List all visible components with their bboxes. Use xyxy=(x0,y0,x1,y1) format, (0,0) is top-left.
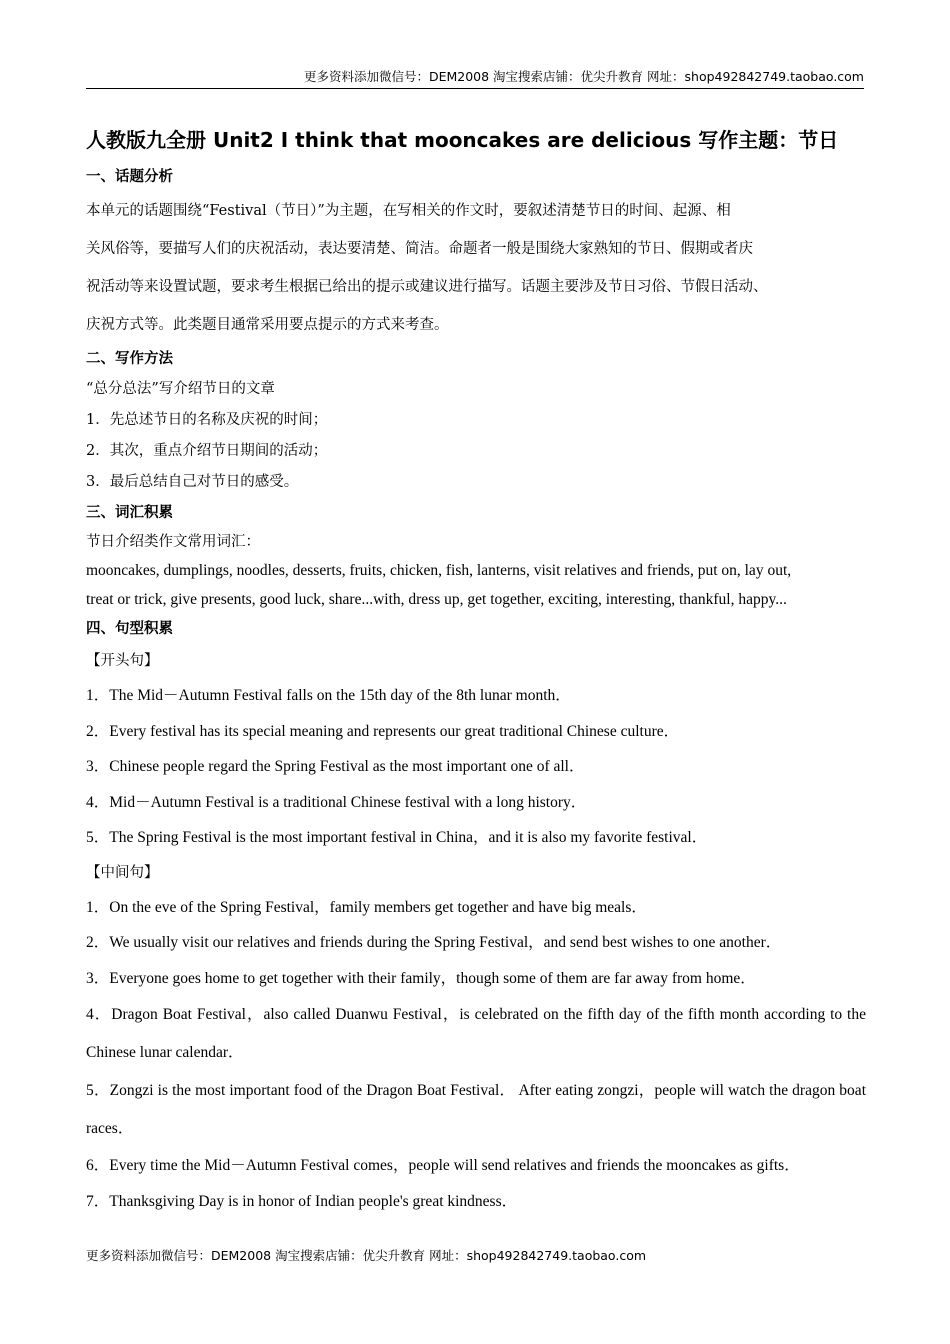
opening-sentence: 1．The Mid－Autumn Festival falls on the 15th day of the 8th lunar month． xyxy=(86,687,571,704)
middle-sentence: 2．We usually visit our relatives and friends during the Spring Festival，and send best wishes to one another． xyxy=(86,934,782,951)
page-footer xyxy=(86,1246,646,1266)
document-body xyxy=(86,122,866,1219)
middle-sentence: 1．On the eve of the Spring Festival，family members get together and have big meals． xyxy=(86,898,647,916)
method-step: 2．其次，重点介绍节日期间的活动； xyxy=(86,443,328,459)
middle-sentence: 7．Thanksgiving Day is in honor of Indian people's great kindness． xyxy=(86,1192,518,1210)
footer-text: 更多资料添加微信号：DEM2008 淘宝搜索店铺：优尖升教育 网址：shop492842749.taobao.com xyxy=(86,1248,647,1263)
middle-sentence: 3．Everyone goes home to get together with their family，though some of them are far away from home． xyxy=(86,969,756,987)
paragraph-line: 祝活动等来设置试题，要求考生根据已给出的提示或建议进行描写。话题主要涉及节日习俗、节假日活动、 xyxy=(86,279,768,295)
section-sentence-patterns xyxy=(86,614,866,1219)
method-step: 3．最后总结自己对节日的感受。 xyxy=(86,474,299,490)
middle-sentence: 4．Dragon Boat Festival，also called Duanwu Festival，is celebrated on the fifth day of the fifth month according to the Chinese lunar calendar． xyxy=(86,1006,866,1061)
middle-sentences-label: 【中间句】 xyxy=(86,864,159,881)
paragraph-line: 庆祝方式等。此类题目通常采用要点提示的方式来考查。 xyxy=(86,317,449,333)
section-heading: 三、词汇积累 xyxy=(86,505,173,521)
opening-sentence: 2．Every festival has its special meaning and represents our great traditional Chinese culture． xyxy=(86,722,680,740)
section-writing-method xyxy=(86,344,866,498)
section-vocabulary xyxy=(86,498,866,614)
header-text: 更多资料添加微信号：DEM2008 淘宝搜索店铺：优尖升教育 网址：shop492842749.taobao.com xyxy=(303,69,864,84)
vocab-intro: 节日介绍类作文常用词汇： xyxy=(86,534,260,550)
section-heading: 四、句型积累 xyxy=(86,621,173,637)
section-topic-analysis xyxy=(86,162,866,344)
middle-sentence: 5．Zongzi is the most important food of the Dragon Boat Festival． After eating zongzi，people will watch the dragon boat races． xyxy=(86,1082,866,1137)
vocab-line: mooncakes, dumplings, noodles, desserts, fruits, chicken, fish, lanterns, visit relatives and friends, put on, lay out, xyxy=(86,562,792,579)
opening-sentences-label: 【开头句】 xyxy=(86,653,159,669)
document-title: 人教版九全册 Unit2 I think that mooncakes are delicious 写作主题：节日 xyxy=(86,128,839,152)
method-step: 1．先总述节日的名称及庆祝的时间； xyxy=(86,412,328,428)
page-header xyxy=(86,66,864,89)
vocab-line: treat or trick, give presents, good luck, share...with, dress up, get together, exciting, interesting, thankful, happy... xyxy=(86,591,787,608)
opening-sentence: 3．Chinese people regard the Spring Festival as the most important one of all． xyxy=(86,758,585,775)
section-heading: 一、话题分析 xyxy=(86,169,173,185)
paragraph-line: 本单元的话题围绕“Festival（节日）”为主题，在写相关的作文时，要叙述清楚节日的时间、起源、相 xyxy=(86,203,731,219)
method-intro: “总分总法”写介绍节日的文章 xyxy=(86,381,275,397)
opening-sentence: 4．Mid－Autumn Festival is a traditional Chinese festival with a long history． xyxy=(86,793,587,811)
section-heading: 二、写作方法 xyxy=(86,351,173,367)
paragraph-line: 关风俗等，要描写人们的庆祝活动，表达要清楚、简洁。命题者一般是围绕大家熟知的节日、假期或者庆 xyxy=(86,241,753,257)
middle-sentence: 6．Every time the Mid－Autumn Festival comes，people will send relatives and friends the mooncakes as gifts． xyxy=(86,1157,800,1174)
opening-sentence: 5．The Spring Festival is the most important festival in China，and it is also my favorite festival． xyxy=(86,829,708,846)
